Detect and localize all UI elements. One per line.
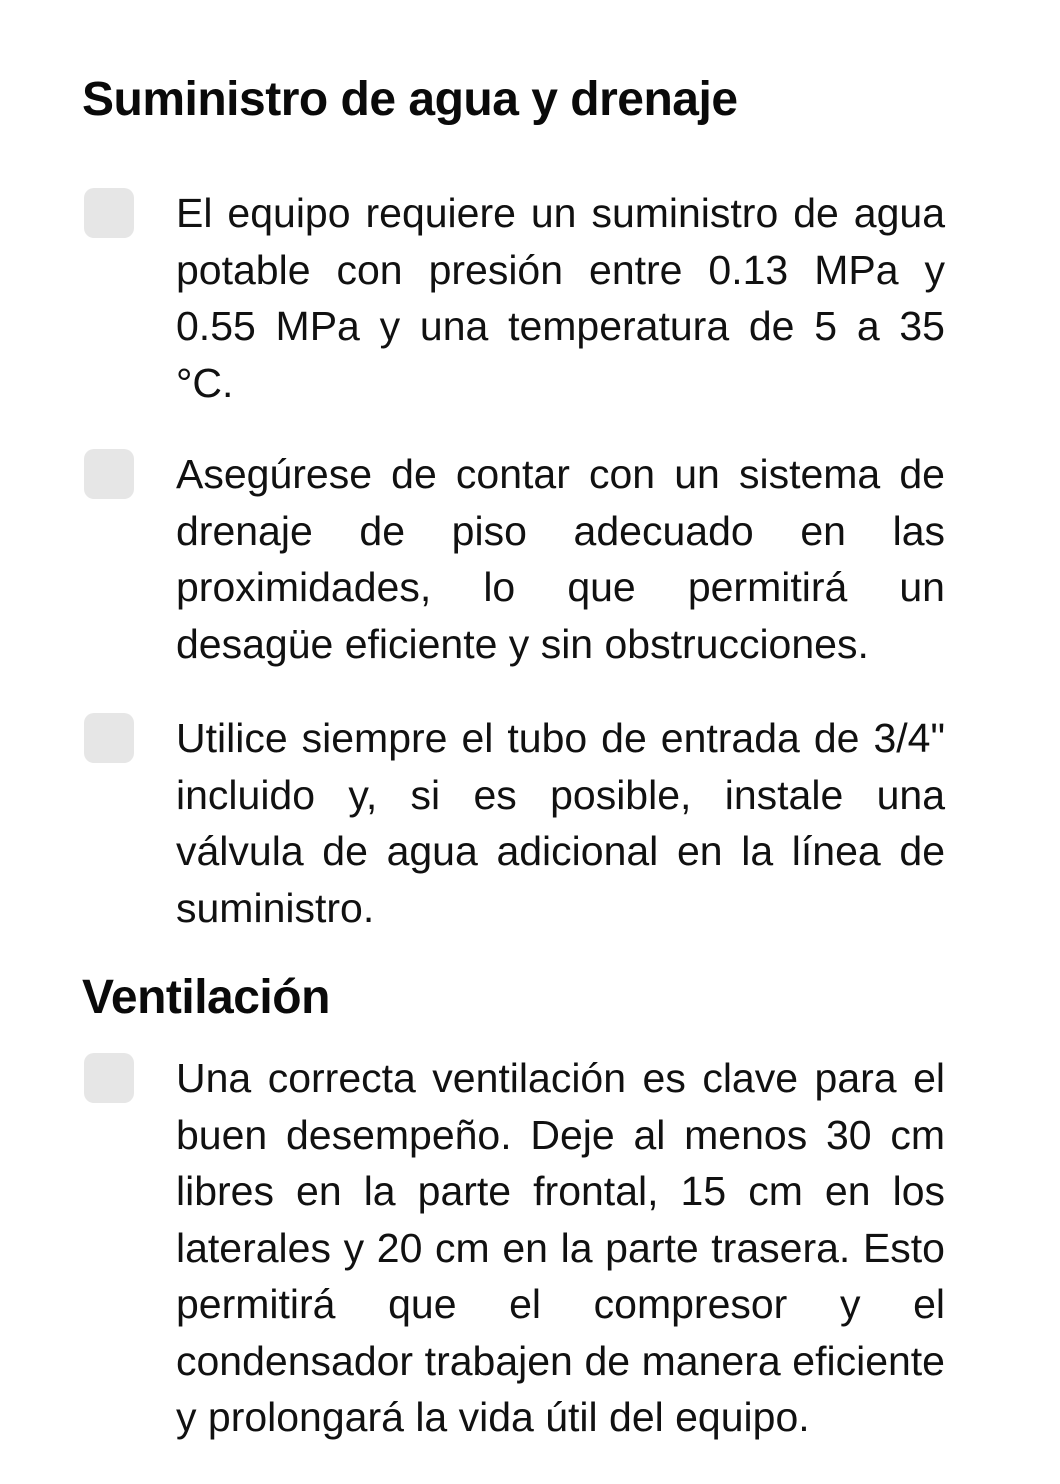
checkbox[interactable]: [84, 188, 134, 238]
section-title-ventilation: Ventilación: [82, 971, 330, 1024]
checklist-item-text: Una correcta ventilación es clave para el buen desempeño. Deje al menos 30 cm libres en la parte frontal, 15 cm en los laterales y 20 cm en la parte trasera. Esto permitirá que el compresor y el condensador trabajen de manera eficiente y prolongará la vida útil del equipo.: [176, 1055, 945, 1440]
checkbox[interactable]: [84, 449, 134, 499]
checkbox[interactable]: [84, 1053, 134, 1103]
checklist-item-text: Utilice siempre el tubo de entrada de 3/4" incluido y, si es posible, instale una válvula de agua adicional en la línea de suministro.: [176, 715, 945, 931]
checklist-item-text: El equipo requiere un suministro de agua potable con presión entre 0.13 MPa y 0.55 MPa y una temperatura de 5 a 35 °C.: [176, 190, 945, 406]
checkbox[interactable]: [84, 713, 134, 763]
checklist-item-text: Asegúrese de contar con un sistema de drenaje de piso adecuado en las proximidades, lo que permitirá un desagüe eficiente y sin obstrucciones.: [176, 451, 945, 667]
section-title-water-drainage: Suministro de agua y drenaje: [82, 73, 738, 126]
